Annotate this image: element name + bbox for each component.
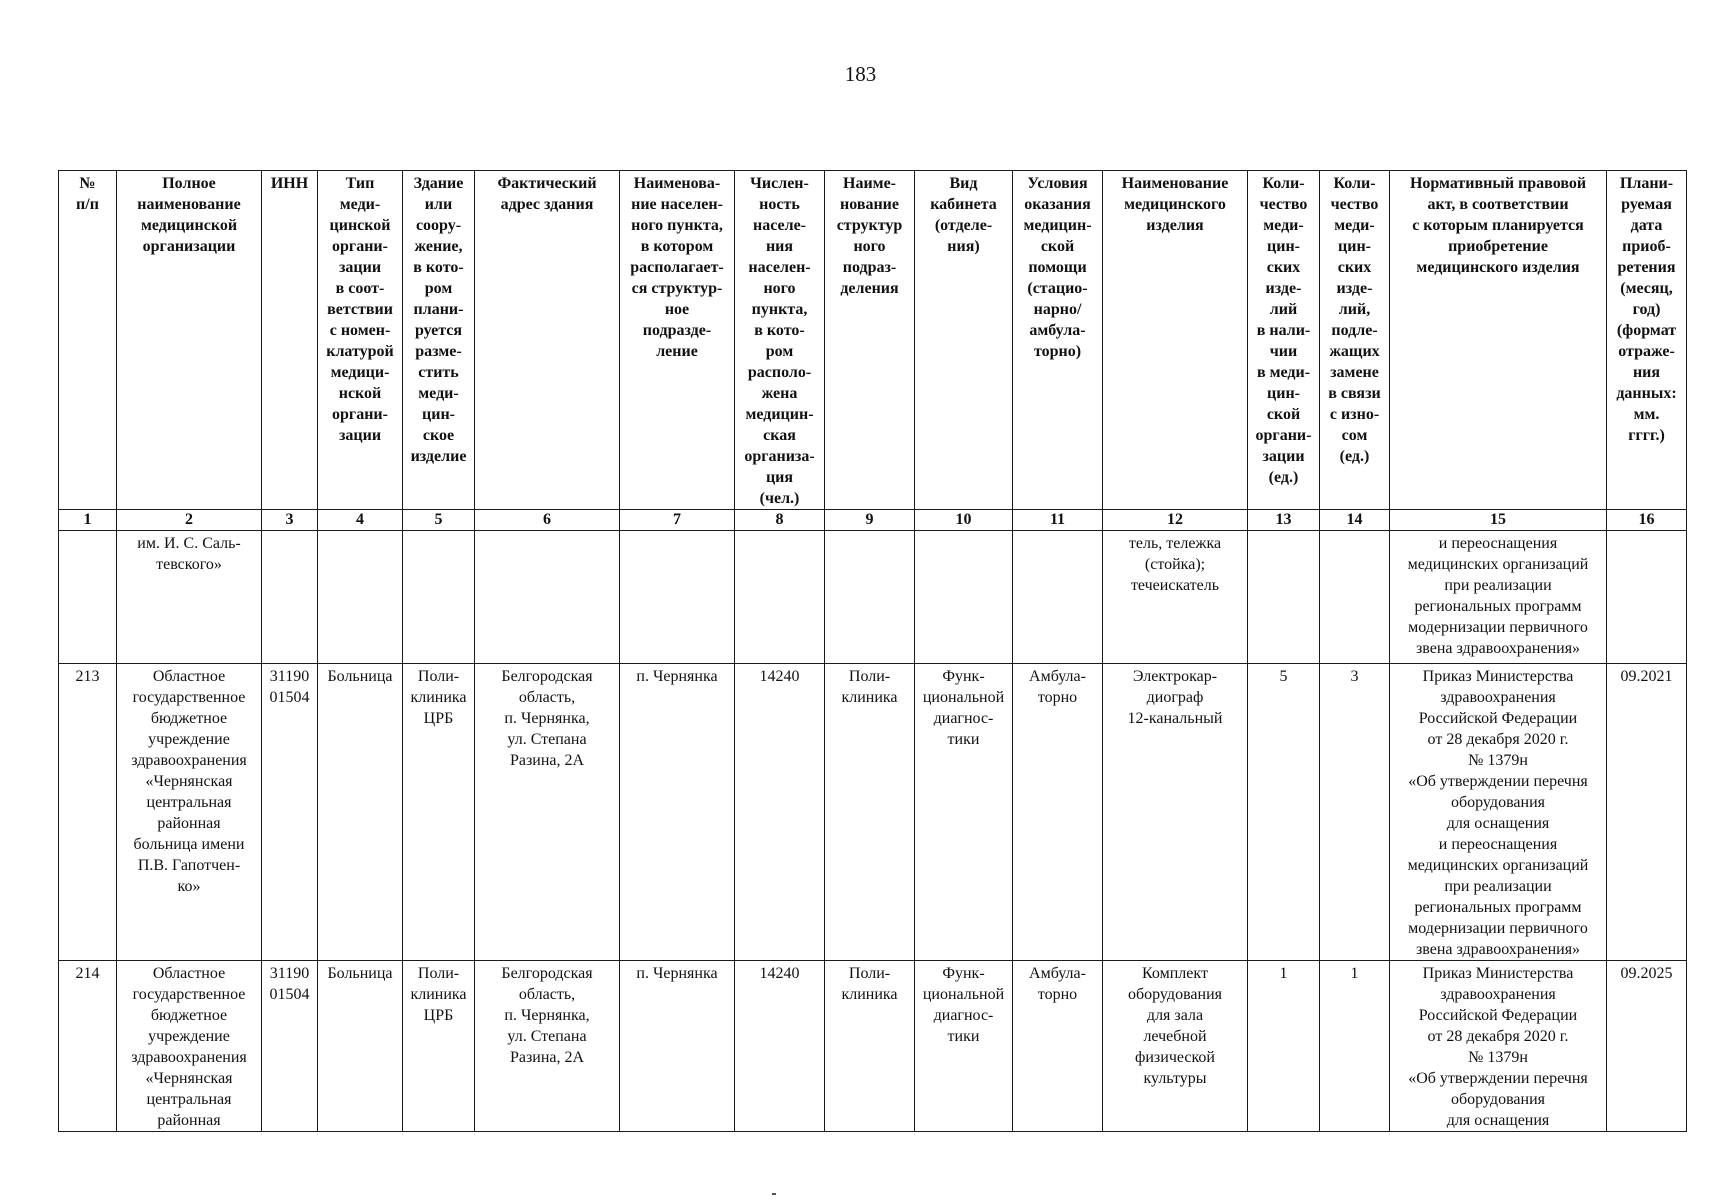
header-cell-legal-act: Нормативный правовой акт, в соответствии с которым планируется приобретение медицинского изделия [1390,171,1607,510]
header-cell-conditions: Условия оказания медицин- ской помощи (стацио- нарно/ амбула- торно) [1013,171,1103,510]
column-number: 3 [262,510,318,531]
header-cell-qty-available: Коли- чество меди- цин- ских изде- лий в нали- чии в меди- цин- ской органи- зации (ед.) [1248,171,1320,510]
header-cell-inn: ИНН [262,171,318,510]
column-number: 4 [318,510,403,531]
cell-address: Белгородская область, п. Чернянка, ул. Степана Разина, 2А [475,961,620,1132]
cell-conditions [1013,531,1103,664]
table-header-row [59,171,1687,510]
cell-planned-date [1607,531,1687,664]
cell-inn: 31190 01504 [262,961,318,1132]
column-number: 13 [1248,510,1320,531]
header-cell-device: Наименование медицинского изделия [1103,171,1248,510]
equipment-table [58,170,1687,1132]
cell-address: Белгородская область, п. Чернянка, ул. Степана Разина, 2А [475,664,620,961]
cell-qty-replace: 3 [1320,664,1390,961]
scan-speck [772,1193,776,1195]
column-number: 10 [915,510,1013,531]
cell-conditions: Амбула- торно [1013,961,1103,1132]
header-cell-building: Здание или соору- жение, в кото- ром плани- руется разме- стить меди- цин- ское изделие [403,171,475,510]
cell-legal-act: Приказ Министерства здравоохранения Российской Федерации от 28 декабря 2020 г. № 1379н «Об утверждении перечня оборудования для оснащения [1390,961,1607,1132]
page-number: 183 [844,62,877,86]
cell-device: Комплект оборудования для зала лечебной физической культуры [1103,961,1248,1132]
cell-population: 14240 [735,664,825,961]
column-number: 5 [403,510,475,531]
table-row [59,961,1687,1132]
cell-no: 214 [59,961,117,1132]
column-number: 15 [1390,510,1607,531]
cell-settlement: п. Чернянка [620,961,735,1132]
cell-building: Поли- клиника ЦРБ [403,664,475,961]
cell-device: Электрокар- диограф 12-канальный [1103,664,1248,961]
column-number: 1 [59,510,117,531]
cell-device: тель, тележка (стойка); течеискатель [1103,531,1248,664]
column-number: 6 [475,510,620,531]
header-cell-qty-replace: Коли- чество меди- цин- ских изде- лий, подле- жащих замене в связи с изно- сом (ед.) [1320,171,1390,510]
cell-inn [262,531,318,664]
column-number: 12 [1103,510,1248,531]
column-number-row [59,510,1687,531]
header-cell-no: № п/п [59,171,117,510]
cell-org-type: Больница [318,664,403,961]
cell-unit [825,531,915,664]
cell-building [403,531,475,664]
cell-qty-replace [1320,531,1390,664]
cell-org-name: им. И. С. Саль- тевского» [117,531,262,664]
cell-conditions: Амбула- торно [1013,664,1103,961]
table-row [59,531,1687,664]
cell-qty-available: 5 [1248,664,1320,961]
column-number: 2 [117,510,262,531]
cell-cabinet [915,531,1013,664]
cell-cabinet: Функ- циональной диагнос- тики [915,961,1013,1132]
cell-no [59,531,117,664]
cell-inn: 31190 01504 [262,664,318,961]
header-cell-address: Фактический адрес здания [475,171,620,510]
column-number: 16 [1607,510,1687,531]
column-number: 8 [735,510,825,531]
cell-cabinet: Функ- циональной диагнос- тики [915,664,1013,961]
cell-population: 14240 [735,961,825,1132]
cell-no: 213 [59,664,117,961]
cell-population [735,531,825,664]
cell-building: Поли- клиника ЦРБ [403,961,475,1132]
cell-qty-available [1248,531,1320,664]
header-cell-settlement: Наименова- ние населен- ного пункта, в котором располагает- ся структур- ное подразде- ление [620,171,735,510]
column-number: 14 [1320,510,1390,531]
cell-qty-replace: 1 [1320,961,1390,1132]
header-cell-cabinet: Вид кабинета (отделе- ния) [915,171,1013,510]
cell-address [475,531,620,664]
cell-org-type [318,531,403,664]
table-row [59,664,1687,961]
cell-org-name: Областное государственное бюджетное учреждение здравоохранения «Чернянская центральная районная [117,961,262,1132]
column-number: 7 [620,510,735,531]
column-number: 9 [825,510,915,531]
header-cell-org-type: Тип меди- цинской органи- зации в соот- ветствии с номен- клатурой медици- нской органи- зации [318,171,403,510]
cell-org-name: Областное государственное бюджетное учреждение здравоохранения «Чернянская центральная районная больница имени П.В. Гапотчен- ко» [117,664,262,961]
cell-planned-date: 09.2025 [1607,961,1687,1132]
header-cell-org-name: Полное наименование медицинской организации [117,171,262,510]
header-cell-unit: Наиме- нование структур ного подраз- деления [825,171,915,510]
header-cell-planned-date: Плани- руемая дата приоб- ретения (месяц, год) (формат отраже- ния данных: мм. гггг.) [1607,171,1687,510]
cell-unit: Поли- клиника [825,664,915,961]
cell-legal-act: Приказ Министерства здравоохранения Российской Федерации от 28 декабря 2020 г. № 1379н «Об утверждении перечня оборудования для оснащения и переоснащения медицинских организаций при реализации региональных программ модернизации первичного звена здравоохранения» [1390,664,1607,961]
cell-qty-available: 1 [1248,961,1320,1132]
header-cell-population: Числен- ность населе- ния населен- ного пункта, в кото- ром располо- жена медицин- ская организа- ция (чел.) [735,171,825,510]
cell-settlement [620,531,735,664]
cell-org-type: Больница [318,961,403,1132]
cell-legal-act: и переоснащения медицинских организаций при реализации региональных программ модернизации первичного звена здравоохранения» [1390,531,1607,664]
cell-settlement: п. Чернянка [620,664,735,961]
cell-planned-date: 09.2021 [1607,664,1687,961]
column-number: 11 [1013,510,1103,531]
cell-unit: Поли- клиника [825,961,915,1132]
